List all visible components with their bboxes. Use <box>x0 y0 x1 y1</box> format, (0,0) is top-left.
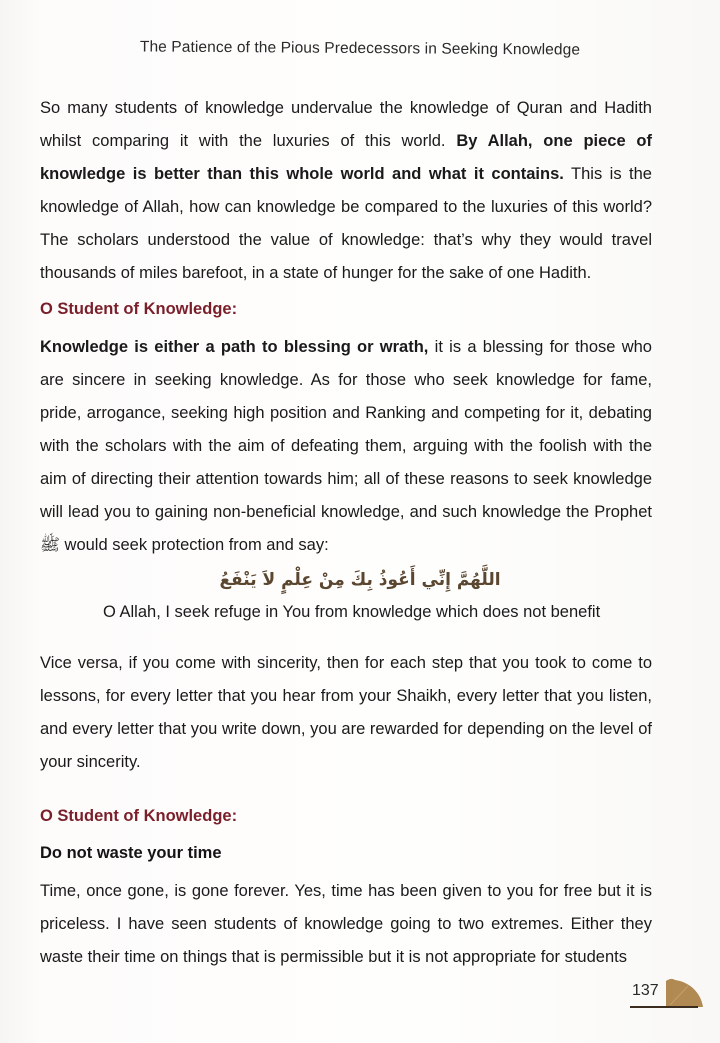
emphasis-text: By Allah, one piece of knowledge is better than this whole world and what it contains. <box>40 132 653 183</box>
emphasis-text: Knowledge is either a path to blessing or wrath, <box>40 338 429 356</box>
section-student-1-body <box>40 331 652 562</box>
paragraph-text: it is a blessing for those who are sincere in seeking knowledge. As for those who seek knowledge for fame, pride, arrogance, seeking high position and Ranking and competing for it, debating with the scholars with the aim of defeating them, arguing with the foolish with the aim of directing their attention towards him; all of these reasons to seek knowledge will lead you to gaining non-beneficial knowledge, and such knowledge the Prophet ﷺ would seek protection from and say: <box>40 338 652 554</box>
arabic-dua: اللَّهُمَّ إِنِّي أَعُوذُ بِكَ مِنْ عِلْمٍ لاَ يَنْفَعُ <box>219 570 501 590</box>
running-header: The Patience of the Pious Predecessors in Seeking Knowledge <box>139 38 581 59</box>
paragraph-text: This is the knowledge of Allah, how can knowledge be compared to the luxuries of this world? The scholars understood the value of knowledge: that’s why they would travel thousands of miles barefoot, in a state of hunger for the sake of one Hadith. <box>40 165 652 282</box>
section-heading: O Student of Knowledge: <box>40 300 238 318</box>
paragraph-blessing-or-wrath <box>40 331 652 562</box>
section-intro <box>40 92 652 290</box>
paragraph-value-of-knowledge <box>40 92 652 290</box>
page-footer <box>600 978 720 1018</box>
dua-translation: O Allah, I seek refuge in You from knowledge which does not benefit <box>103 603 601 621</box>
page-number: 137 <box>632 982 659 999</box>
paragraph-text: So many students of knowledge undervalue the knowledge of Quran and Hadith whilst comparing it with the luxuries of this world. <box>40 99 652 150</box>
section-student-2 <box>40 800 652 833</box>
section-student-1 <box>40 293 652 326</box>
footer-rule <box>630 1006 698 1008</box>
paragraph-time: Time, once gone, is gone forever. Yes, time has been given to you for free but it is priceless. I have seen students of knowledge going to two extremes. Either they waste their time on things that is permissible but it is not appropriate for students <box>40 882 652 966</box>
section-student-1-body-2 <box>40 647 652 779</box>
section-subheading: Do not waste your time <box>40 844 222 862</box>
section-student-2-body <box>40 875 652 974</box>
paragraph-sincerity: Vice versa, if you come with sincerity, then for each step that you took to come to lessons, for every letter that you hear from your Shaikh, every letter that you listen, and every letter that you write down, you are rewarded for depending on the level of your sincerity. <box>40 654 652 771</box>
section-subheading-block <box>40 837 652 870</box>
section-heading: O Student of Knowledge: <box>40 807 238 825</box>
